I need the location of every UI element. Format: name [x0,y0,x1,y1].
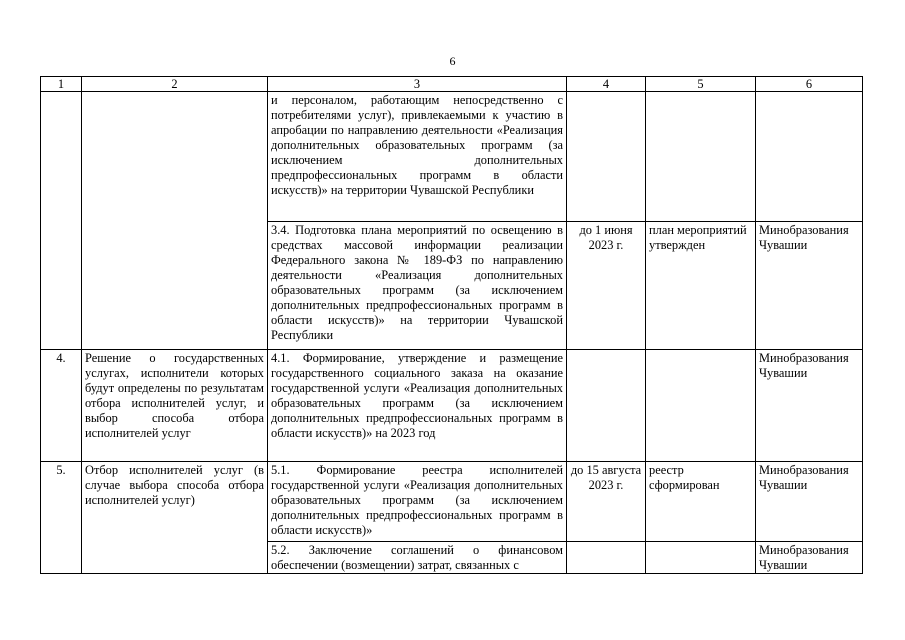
event-cell [82,92,268,350]
column-header: 2 [82,77,268,92]
result-cell: план мероприятий утвержден [646,222,756,350]
result-cell [646,350,756,462]
result-cell [646,542,756,574]
column-header: 3 [268,77,567,92]
table-row [41,462,863,542]
activity-cell: 5.2. Заключение соглашений о финансовом обеспечении (возмещении) затрат, связанных с [268,542,567,574]
page-number: 6 [449,54,456,68]
responsible-cell: Минобразования Чувашии [756,462,863,542]
responsible-cell: Минобразования Чувашии [756,542,863,574]
activity-cell: 5.1. Формирование реестра исполнителей государственной услуги «Реализация дополнительных образовательных программ (за исключением дополнительных предпрофессиональных программ в области искусств)» [268,462,567,542]
column-header: 4 [567,77,646,92]
column-header: 1 [41,77,82,92]
deadline-cell: до 15 августа 2023 г. [567,462,646,542]
column-header: 6 [756,77,863,92]
activity-cell: и персоналом, работающим непосредственно с потребителями услуг), привлекаемыми к участию в апробации по направлению деятельности «Реализация дополнительных образовательных программ (за исключением дополнительных предпрофессиональных программ в области искусств)» на территории Чувашской Республики [268,92,567,222]
responsible-cell: Минобразования Чувашии [756,350,863,462]
responsible-cell: Минобразования Чувашии [756,222,863,350]
plan-table [40,76,863,574]
deadline-cell [567,92,646,222]
table-row [41,92,863,222]
result-cell: реестр сформирован [646,462,756,542]
responsible-cell [756,92,863,222]
deadline-cell [567,350,646,462]
event-cell: Решение о государственных услугах, исполнители которых будут определены по результатам отбора исполнителей услуг, и выбор способа отбора исполнителей услуг [82,350,268,462]
result-cell [646,92,756,222]
activity-cell: 4.1. Формирование, утверждение и размещение государственного социального заказа на оказание государственной услуги «Реализация дополнительных образовательных программ (за исключением дополнительных предпрофессиональных программ в области искусств)» на 2023 год [268,350,567,462]
activity-cell: 3.4. Подготовка плана мероприятий по освещению в средствах массовой информации реализации Федерального закона № 189-ФЗ по направлению деятельности «Реализация дополнительных образовательных программ (за исключением дополнительных предпрофессиональных программ в области искусств)» на территории Чувашской Республики [268,222,567,350]
event-cell: Отбор исполнителей услуг (в случае выбора способа отбора исполнителей услуг) [82,462,268,574]
column-header: 5 [646,77,756,92]
row-number-cell [41,92,82,350]
deadline-cell [567,542,646,574]
table-row [41,350,863,462]
row-number-cell: 4. [41,350,82,462]
row-number-cell: 5. [41,462,82,574]
table-header-row [41,77,863,92]
deadline-cell: до 1 июня 2023 г. [567,222,646,350]
